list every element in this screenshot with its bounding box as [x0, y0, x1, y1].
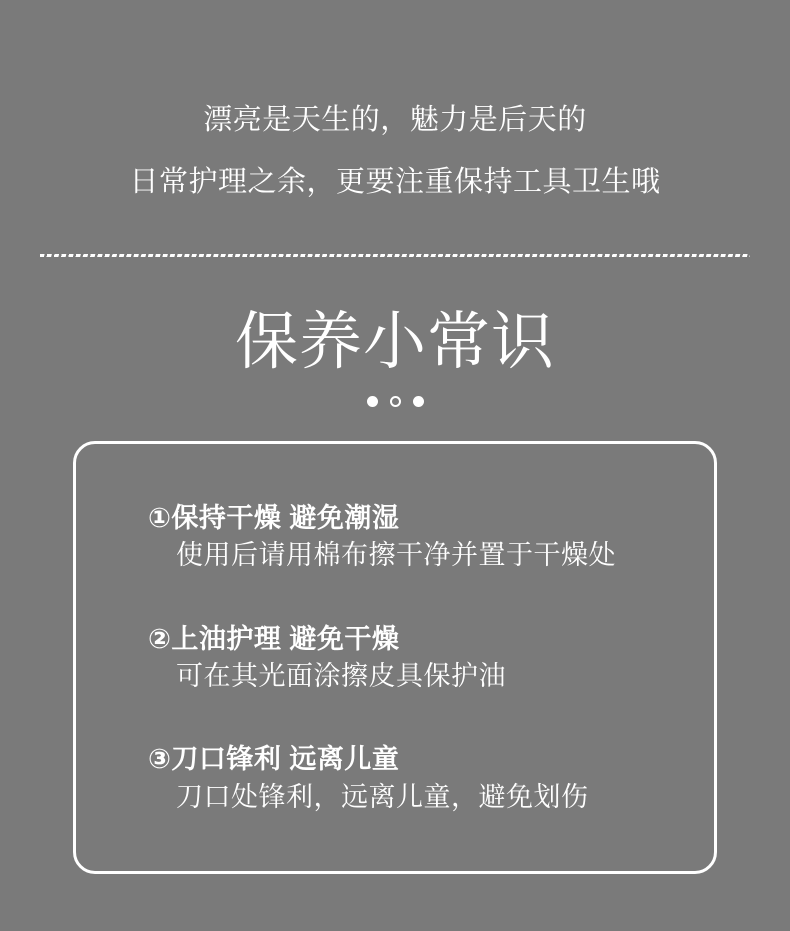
section-title: 保养小常识 — [235, 307, 555, 377]
dot-filled-icon — [367, 396, 378, 407]
tip-heading: ①保持干燥 避免潮湿 — [148, 503, 400, 533]
tip-detail: 刀口处锋利，远离儿童，避免划伤 — [176, 781, 589, 812]
tip-detail: 使用后请用棉布擦干净并置于干燥处 — [176, 540, 616, 571]
tip-item — [148, 504, 674, 570]
dot-filled-icon — [413, 396, 424, 407]
tip-item — [148, 625, 674, 691]
dashed-divider — [40, 254, 750, 257]
intro-line-2: 日常护理之余，更要注重保持工具卫生哦 — [129, 166, 661, 198]
tip-heading: ②上油护理 避免干燥 — [148, 623, 400, 654]
tip-item — [148, 745, 674, 811]
tip-heading: ③刀口锋利 远离儿童 — [148, 744, 400, 775]
dot-hollow-icon — [390, 396, 401, 407]
title-ornament — [0, 395, 790, 407]
care-tips-panel — [73, 441, 717, 874]
tip-detail: 可在其光面涂擦皮具保护油 — [176, 661, 506, 692]
intro-line-1: 漂亮是天生的，魅力是后天的 — [203, 104, 587, 136]
